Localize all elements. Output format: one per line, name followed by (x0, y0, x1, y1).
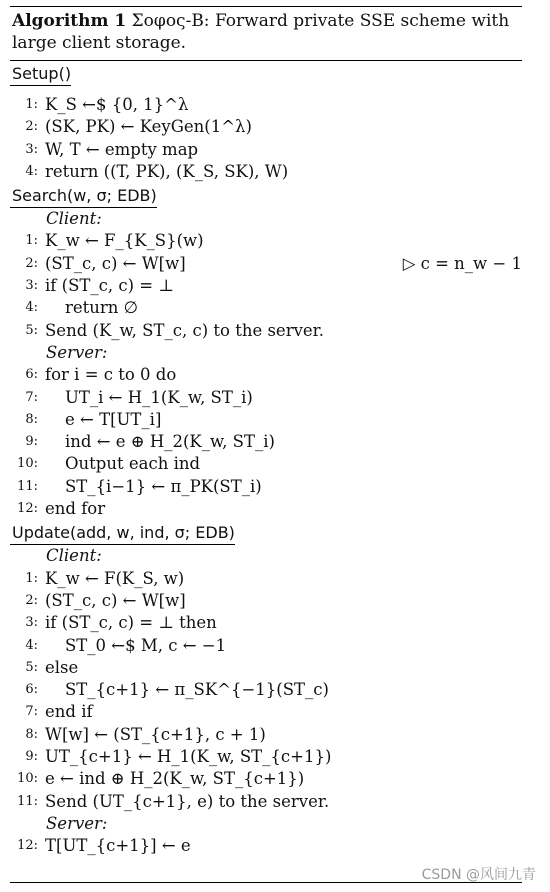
search-line (10, 297, 522, 319)
search-line (10, 409, 522, 431)
line-number: 7: (25, 389, 38, 405)
update-line (10, 612, 522, 634)
line-number: 10: (17, 456, 38, 472)
line-code: (SK, PK) ← KeyGen(1^λ) (45, 117, 252, 137)
update-line (10, 791, 522, 813)
line-number: 10: (17, 771, 38, 787)
line-number: 4: (25, 637, 38, 653)
server-label: Server: (46, 813, 108, 833)
line-code: ST_{c+1} ← π_SK^{−1}(ST_c) (65, 680, 329, 700)
search-line (10, 364, 522, 386)
setup-line (10, 116, 522, 138)
line-code: end if (45, 702, 93, 722)
line-code: K_w ← F(K_S, w) (45, 568, 185, 588)
line-code: Send (K_w, ST_c, c) to the server. (45, 320, 324, 340)
line-number: 2: (25, 119, 38, 135)
line-code: ST_{i−1} ← π_PK(ST_i) (65, 476, 262, 496)
line-number: 2: (25, 592, 38, 608)
update-line (10, 568, 522, 590)
line-number: 3: (25, 141, 38, 157)
search-line (10, 431, 522, 453)
line-code: Send (UT_{c+1}, e) to the server. (45, 791, 330, 811)
line-number: 12: (17, 501, 38, 517)
line-number: 3: (25, 278, 38, 294)
line-number: 6: (25, 367, 38, 383)
search-line (10, 253, 522, 275)
line-number: 8: (25, 726, 38, 742)
update-line (10, 724, 522, 746)
search-section (10, 183, 522, 520)
search-header: Search(w, σ; EDB) (10, 183, 157, 208)
line-number: 8: (25, 411, 38, 427)
line-code: return ((T, PK), (K_S, SK), W) (45, 161, 289, 181)
line-code: UT_{c+1} ← H_1(K_w, ST_{c+1}) (45, 747, 332, 767)
server-label-row (10, 813, 522, 835)
line-number: 9: (25, 749, 38, 765)
update-line (10, 746, 522, 768)
search-line (10, 275, 522, 297)
line-number: 2: (25, 255, 38, 271)
search-line (10, 498, 522, 520)
line-code: K_w ← F_{K_S}(w) (45, 231, 204, 251)
client-label-row (10, 545, 522, 567)
update-line (10, 635, 522, 657)
line-code: ind ← e ⊕ H_2(K_w, ST_i) (65, 432, 275, 452)
update-line (10, 768, 522, 790)
line-code: e ← T[UT_i] (65, 409, 162, 429)
line-code: if (ST_c, c) = ⊥ (45, 276, 174, 296)
line-code: T[UT_{c+1}] ← e (45, 836, 191, 856)
caption-label: Algorithm 1 (12, 11, 127, 31)
server-label-row (10, 342, 522, 364)
search-line (10, 230, 522, 252)
client-label-row (10, 208, 522, 230)
line-code: return ∅ (65, 298, 139, 318)
line-code: W[w] ← (ST_{c+1}, c + 1) (45, 724, 266, 744)
line-number: 3: (25, 615, 38, 631)
update-header: Update(add, w, ind, σ; EDB) (10, 520, 235, 545)
update-line (10, 835, 522, 857)
line-number: 5: (25, 659, 38, 675)
setup-line (10, 94, 522, 116)
line-code: Output each ind (65, 454, 201, 474)
line-number: 4: (25, 300, 38, 316)
line-number: 12: (17, 838, 38, 854)
update-line (10, 590, 522, 612)
update-line (10, 657, 522, 679)
setup-header: Setup() (10, 61, 71, 86)
line-code: e ← ind ⊕ H_2(K_w, ST_{c+1}) (45, 769, 305, 789)
line-code: else (45, 657, 79, 677)
setup-section (10, 61, 522, 183)
client-label: Client: (46, 546, 102, 566)
line-code: W, T ← empty map (45, 139, 199, 159)
line-code: ST_0 ←$ M, c ← −1 (65, 635, 227, 655)
line-code: for i = c to 0 do (45, 365, 177, 385)
search-line (10, 453, 522, 475)
line-code: (ST_c, c) ← W[w] (45, 253, 186, 273)
watermark: CSDN @风间九青 (421, 867, 536, 883)
caption-text: Σοφος-B: Forward private SSE scheme with large client storage. (12, 11, 510, 53)
line-number: 6: (25, 682, 38, 698)
line-number: 11: (17, 478, 38, 494)
algorithm-box (10, 6, 522, 858)
update-line (10, 679, 522, 701)
line-code: K_S ←$ {0, 1}^λ (45, 95, 189, 114)
line-number: 1: (25, 570, 38, 586)
update-line (10, 701, 522, 723)
line-number: 1: (25, 233, 38, 249)
line-code: (ST_c, c) ← W[w] (45, 590, 186, 610)
server-label: Server: (46, 342, 108, 362)
algorithm-caption (10, 7, 522, 60)
setup-line (10, 139, 522, 161)
client-label: Client: (46, 209, 102, 229)
search-line (10, 476, 522, 498)
line-comment: ▷ c = n_w − 1 (402, 253, 522, 273)
line-number: 7: (25, 704, 38, 720)
search-line (10, 387, 522, 409)
search-line (10, 320, 522, 342)
line-number: 5: (25, 322, 38, 338)
update-section (10, 520, 522, 857)
line-number: 9: (25, 434, 38, 450)
line-number: 11: (17, 793, 38, 809)
line-number: 1: (25, 97, 38, 112)
line-number: 4: (25, 163, 38, 179)
line-code: UT_i ← H_1(K_w, ST_i) (65, 387, 253, 407)
setup-line (10, 161, 522, 183)
line-code: if (ST_c, c) = ⊥ then (45, 613, 217, 633)
line-code: end for (45, 499, 106, 519)
